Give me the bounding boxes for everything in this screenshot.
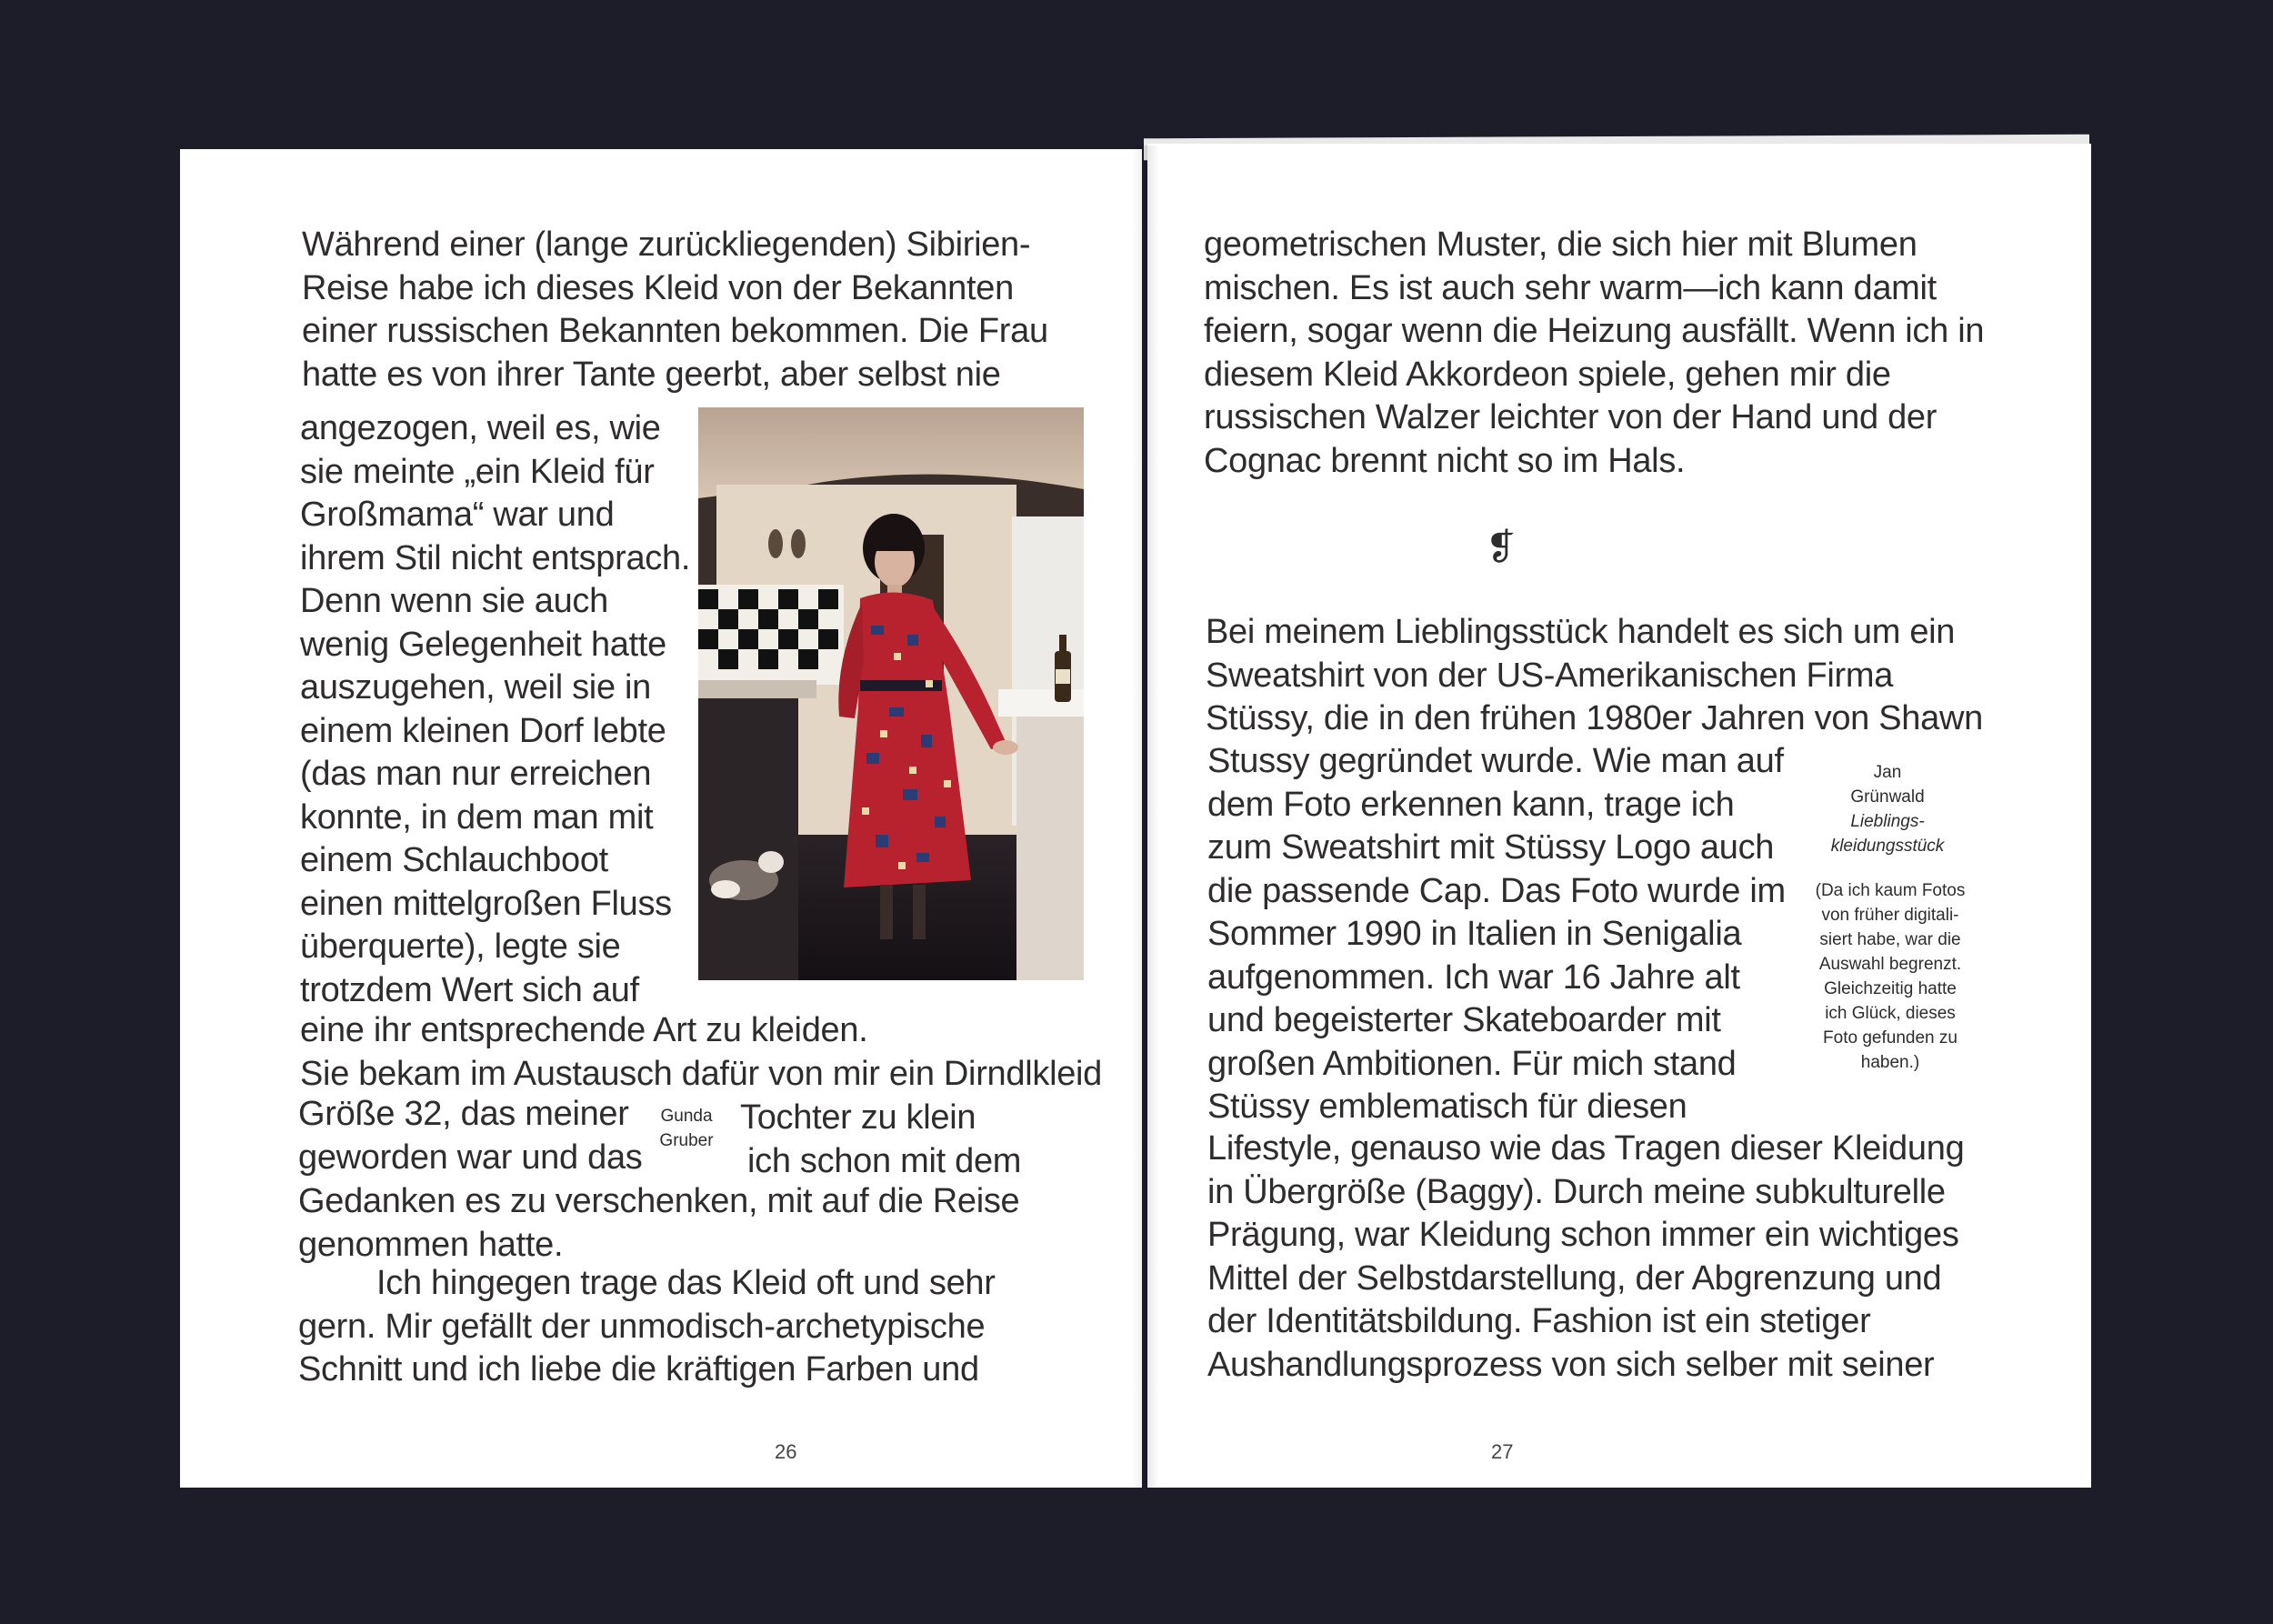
text-line: wenig Gelegenheit hatte xyxy=(300,625,666,664)
right-text-full xyxy=(1206,611,1983,741)
text-line: Prägung, war Kleidung schon immer ein wichtiges xyxy=(1207,1216,1959,1254)
text-line: Reise habe ich dieses Kleid von der Bekannten xyxy=(302,268,1014,307)
page-number-right: 27 xyxy=(1491,1440,1514,1463)
text-line: einem kleinen Dorf lebte xyxy=(300,711,666,750)
author-caption-right xyxy=(1806,760,1969,858)
text-line: ihrem Stil nicht entsprach. xyxy=(300,538,691,577)
left-text-wrap xyxy=(300,407,690,1012)
text-line: der Identitätsbildung. Fashion ist ein stetiger xyxy=(1207,1302,1871,1340)
item-title: Lieblings- xyxy=(1850,812,1925,831)
text-line: zum Sweatshirt mit Stüssy Logo auch xyxy=(1207,828,1775,867)
text-line: einer russischen Bekannten bekommen. Die Frau xyxy=(302,312,1048,350)
text-line: Sie bekam im Austausch dafür von mir ein Dirndlkleid xyxy=(300,1054,1103,1093)
text-line: Sweatshirt von der US-Amerikanischen Firma xyxy=(1206,656,1894,695)
page-number-left: 26 xyxy=(775,1440,797,1463)
right-text-top xyxy=(1204,224,1984,483)
note-line: von früher digitali- xyxy=(1821,906,1959,925)
text-line: Aushandlungsprozess von sich selber mit seiner xyxy=(1207,1345,1935,1384)
note-line: ich Glück, dieses xyxy=(1825,1004,1956,1023)
text-line: einem Schlauchboot xyxy=(300,841,608,879)
text-line: genommen hatte. xyxy=(298,1225,564,1264)
dress-photo xyxy=(698,407,1084,980)
left-text-caption-row-b-right xyxy=(747,1140,1021,1184)
section-mark-icon: ❡ xyxy=(1486,526,1517,568)
text-line: Gedanken es zu verschenken, mit auf die Reise xyxy=(298,1182,1020,1220)
text-line: hatte es von ihrer Tante geerbt, aber selbst nie xyxy=(302,355,1001,394)
author-last-name: Gruber xyxy=(659,1131,714,1150)
text-line: trotzdem Wert sich auf xyxy=(300,970,639,1009)
text-line: in Übergröße (Baggy). Durch meine subkulturelle xyxy=(1207,1172,1946,1211)
note-line: (Da ich kaum Fotos xyxy=(1815,881,1966,900)
book-gutter xyxy=(1131,145,1158,1488)
text-line: Sommer 1990 in Italien in Senigalia xyxy=(1207,915,1742,953)
text-line: feiern, sogar wenn die Heizung ausfällt. Wenn ich in xyxy=(1204,312,1985,350)
text-line: Tochter zu klein xyxy=(740,1098,976,1137)
text-line: gern. Mir gefällt der unmodisch-archetypische xyxy=(298,1307,986,1346)
text-line: Schnitt und ich liebe die kräftigen Farben und xyxy=(298,1350,979,1388)
left-text-para2 xyxy=(298,1262,996,1392)
text-line: aufgenommen. Ich war 16 Jahre alt xyxy=(1207,957,1740,997)
author-caption-left xyxy=(656,1104,716,1153)
text-line: (das man nur erreichen xyxy=(300,755,652,793)
note-line: Foto gefunden zu xyxy=(1823,1028,1958,1048)
text-line: konnte, in dem man mit xyxy=(300,797,654,837)
left-text-after-photo xyxy=(300,1009,1102,1096)
text-line: Denn wenn sie auch xyxy=(300,582,608,620)
author-first-name: Gunda xyxy=(660,1107,713,1126)
text-line: überquerte), legte sie xyxy=(300,927,621,966)
note-line: Auswahl begrenzt. xyxy=(1818,955,1962,974)
note-line: haben.) xyxy=(1860,1053,1920,1072)
photo-note xyxy=(1804,878,1977,1075)
text-line: Ich hingegen trage das Kleid oft und sehr xyxy=(376,1264,996,1302)
text-line: geworden war und das xyxy=(298,1138,643,1177)
text-line: und begeisterter Skateboarder mit xyxy=(1207,1001,1721,1039)
text-line: geometrischen Muster, die sich hier mit Blumen xyxy=(1204,226,1918,264)
text-line: Mittel der Selbstdarstellung, der Abgrenzung und xyxy=(1207,1258,1942,1298)
text-line: sie meinte „ein Kleid für xyxy=(300,452,655,491)
left-text-bottom xyxy=(298,1180,1019,1267)
text-line: Stussy gegründet wurde. Wie man auf xyxy=(1207,742,1784,780)
left-text-caption-row-b xyxy=(298,1137,642,1180)
text-line: einen mittelgroßen Fluss xyxy=(300,884,672,923)
text-line: diesem Kleid Akkordeon spiele, gehen mir die xyxy=(1204,355,1891,394)
text-line: Größe 32, das meiner xyxy=(298,1095,629,1133)
text-line: angezogen, weil es, wie xyxy=(300,409,661,447)
text-line: mischen. Es ist auch sehr warm—ich kann damit xyxy=(1204,268,1937,307)
note-line: siert habe, war die xyxy=(1819,930,1961,949)
text-line: auszugehen, weil sie in xyxy=(300,668,652,707)
text-line: Stüssy emblematisch für diesen xyxy=(1207,1088,1687,1126)
author-first-name: Jan xyxy=(1873,763,1902,782)
text-line: die passende Cap. Das Foto wurde im xyxy=(1207,871,1786,910)
text-line: Lifestyle, genauso wie das Tragen dieser Kleidung xyxy=(1207,1129,1965,1168)
text-line: Bei meinem Lieblingsstück handelt es sich um ein xyxy=(1206,613,1956,651)
text-line: Großmama“ war und xyxy=(300,496,615,534)
text-line: eine ihr entsprechende Art zu kleiden. xyxy=(300,1011,868,1049)
author-last-name: Grünwald xyxy=(1850,787,1925,807)
text-line: Während einer (lange zurückliegenden) Sibirien- xyxy=(302,226,1031,264)
left-text-top xyxy=(302,224,1048,396)
text-line: Stüssy, die in den frühen 1980er Jahren von Shawn xyxy=(1206,699,1983,737)
left-text-caption-row-a-right xyxy=(740,1097,976,1140)
text-line: Cognac brennt nicht so im Hals. xyxy=(1204,441,1686,480)
note-line: Gleichzeitig hatte xyxy=(1824,979,1957,998)
text-line: russischen Walzer leichter von der Hand und der xyxy=(1204,398,1938,436)
left-text-caption-row-a xyxy=(298,1093,629,1137)
text-line: ich schon mit dem xyxy=(747,1142,1022,1180)
right-text-narrow xyxy=(1207,740,1786,1129)
text-line: großen Ambitionen. Für mich stand xyxy=(1207,1044,1737,1083)
text-line: dem Foto erkennen kann, trage ich xyxy=(1207,785,1735,824)
right-text-bottom xyxy=(1207,1128,1964,1387)
item-title: kleidungsstück xyxy=(1830,837,1945,856)
